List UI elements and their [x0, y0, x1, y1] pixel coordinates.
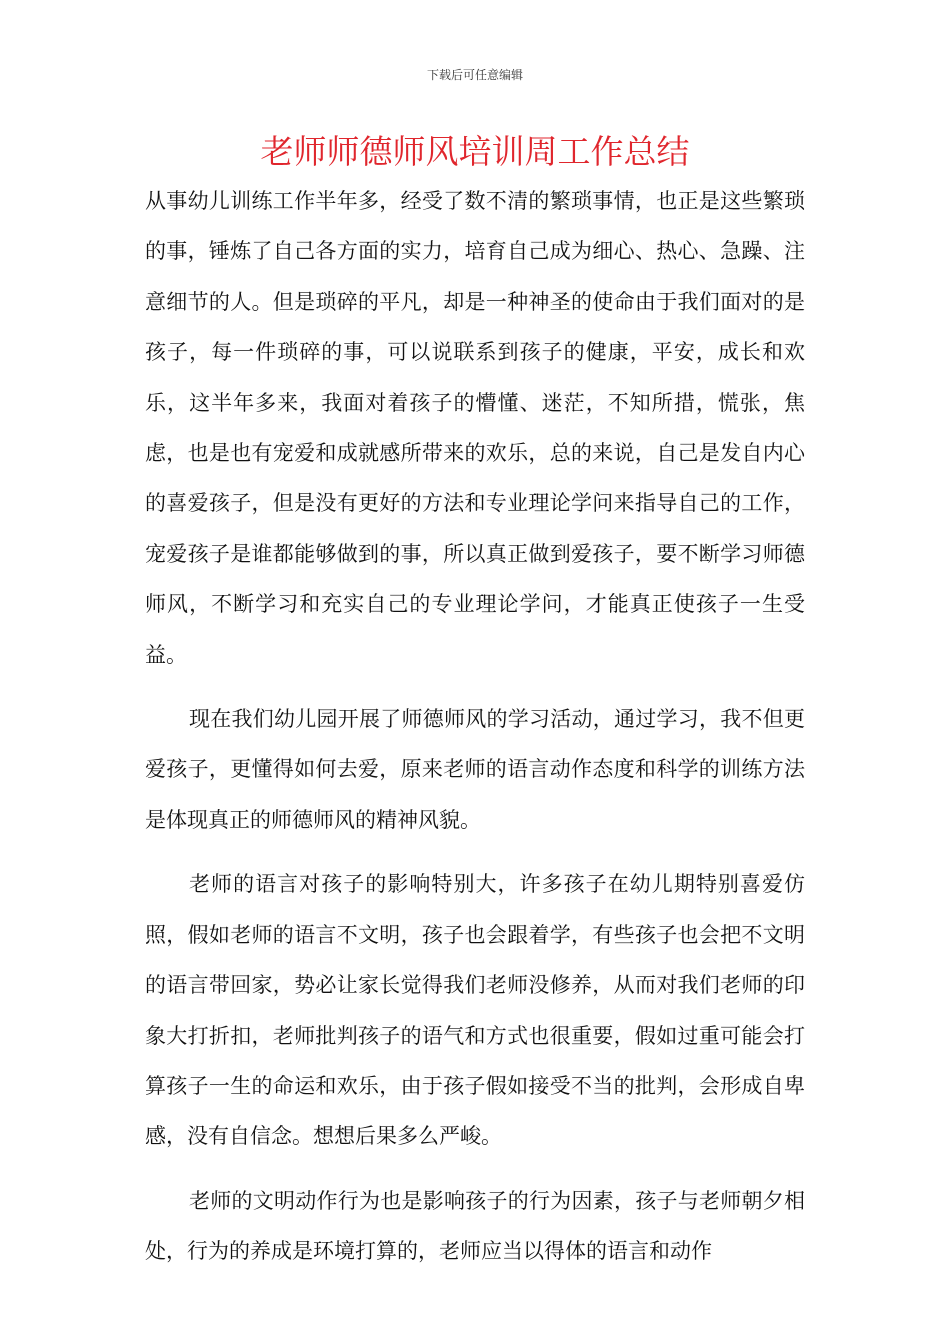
paragraph-3: 老师的语言对孩子的影响特别大，许多孩子在幼儿期特别喜爱仿照，假如老师的语言不文明，孩子也会跟着学，有些孩子也会把不文明的语言带回家，势必让家长觉得我们老师没修养，从而对我们老师的印象大打折扣，老师批判孩子的语气和方式也很重要，假如过重可能会打算孩子一生的命运和欢乐，由于孩子假如接受不当的批判，会形成自卑感，没有自信念。想想后果多么严峻。 [145, 872, 805, 1149]
document-body [145, 176, 805, 1277]
paragraph-4: 老师的文明动作行为也是影响孩子的行为因素，孩子与老师朝夕相处，行为的养成是环境打算的，老师应当以得体的语言和动作 [145, 1188, 805, 1264]
header-note: 下载后可任意编辑 [426, 68, 523, 82]
paragraph-2: 现在我们幼儿园开展了师德师风的学习活动，通过学习，我不但更爱孩子，更懂得如何去爱，原来老师的语言动作态度和科学的训练方法是体现真正的师德师风的精神风貌。 [145, 707, 805, 832]
paragraph-1: 从事幼儿训练工作半年多，经受了数不清的繁琐事情，也正是这些繁琐的事，锤炼了自己各方面的实力，培育自己成为细心、热心、急躁、注意细节的人。但是琐碎的平凡，却是一种神圣的使命由于我们面对的是孩子，每一件琐碎的事，可以说联系到孩子的健康，平安，成长和欢乐，这半年多来，我面对着孩子的懵懂、迷茫，不知所措，慌张，焦虑，也是也有宠爱和成就感所带来的欢乐，总的来说，自己是发自内心的喜爱孩子，但是没有更好的方法和专业理论学问来指导自己的工作，宠爱孩子是谁都能够做到的事，所以真正做到爱孩子，要不断学习师德师风，不断学习和充实自己的专业理论学问，才能真正使孩子一生受益。 [145, 189, 805, 667]
document-title: 老师师德师风培训周工作总结 [260, 132, 690, 171]
